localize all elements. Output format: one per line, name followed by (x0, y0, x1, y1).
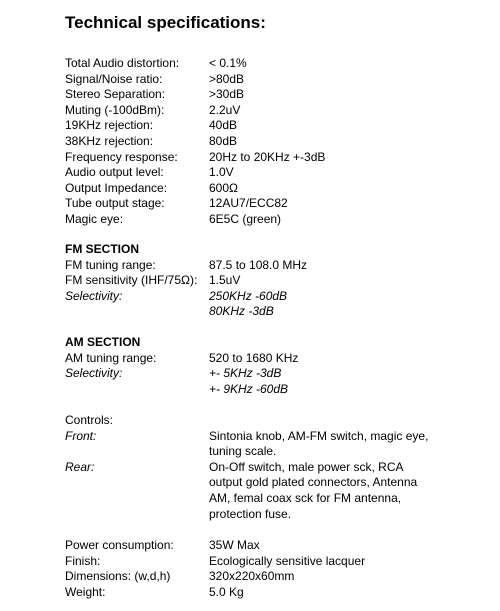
spec-label: Selectivity: (65, 366, 123, 381)
controls-section (65, 413, 439, 522)
spec-label: Dimensions: (w,d,h) (65, 569, 171, 584)
spec-row (65, 258, 307, 274)
spec-value: < 0.1% (209, 56, 247, 70)
spec-row (65, 289, 307, 305)
spec-value: 5.0 Kg (209, 584, 244, 599)
spec-row (65, 212, 325, 228)
spec-row (65, 56, 325, 72)
spec-value: 6E5C (green) (209, 211, 282, 226)
spec-value: >80dB (209, 71, 245, 86)
spec-value: 1.0V (209, 165, 234, 180)
spec-row (65, 273, 307, 289)
spec-label: Frequency response: (65, 149, 178, 164)
spec-row (65, 538, 365, 554)
spec-row (65, 72, 325, 88)
spec-value: Sintonia knob, AM-FM switch, magic eye, tuning scale. (209, 428, 429, 459)
spec-row (65, 150, 325, 166)
section-title: AM SECTION (65, 335, 141, 349)
spec-label: Audio output level: (65, 165, 164, 180)
spec-value: +- 9KHz -60dB (209, 381, 289, 396)
am-section (65, 335, 298, 397)
spec-label: Selectivity: (65, 288, 123, 303)
spec-label: AM tuning range: (65, 350, 157, 365)
spec-value: 12AU7/ECC82 (209, 196, 288, 211)
page-title: Technical specifications: (65, 13, 266, 32)
spec-value: 87.5 to 108.0 MHz (209, 257, 308, 272)
spec-row (65, 103, 325, 119)
spec-value: +- 5KHz -3dB (209, 366, 282, 381)
spec-value: 40dB (209, 118, 238, 133)
spec-label: Total Audio distortion: (65, 56, 180, 70)
spec-label: Weight: (65, 584, 106, 599)
spec-value: >30dB (209, 87, 245, 102)
spec-row (65, 585, 365, 601)
spec-row (65, 165, 325, 181)
spec-row (65, 181, 325, 197)
spec-row (65, 351, 298, 367)
spec-value: 20Hz to 20KHz +-3dB (209, 149, 326, 164)
spec-value: 320x220x60mm (209, 569, 295, 584)
spec-label: Magic eye: (65, 211, 124, 226)
spec-row (65, 134, 325, 150)
spec-row (65, 366, 298, 382)
spec-label: Finish: (65, 553, 101, 568)
spec-label: FM sensitivity (IHF/75Ω): (65, 273, 198, 288)
spec-label: Tube output stage: (65, 196, 165, 211)
spec-value: 2.2uV (209, 102, 241, 117)
section-title: FM SECTION (65, 242, 139, 256)
spec-value: 520 to 1680 KHz (209, 350, 299, 365)
controls-title: Controls: (65, 413, 114, 427)
spec-row (65, 554, 365, 570)
spec-value: 600Ω (209, 180, 238, 195)
spec-value: Ecologically sensitive lacquer (209, 553, 366, 568)
spec-row (65, 460, 439, 522)
spec-row (65, 118, 325, 134)
spec-row (65, 429, 439, 460)
spec-row (65, 382, 298, 398)
spec-label: Power consumption: (65, 538, 174, 552)
spec-row (65, 87, 325, 103)
spec-label: 19KHz rejection: (65, 118, 154, 133)
spec-label: Output Impedance: (65, 180, 168, 195)
fm-section (65, 242, 307, 320)
spec-value: 35W Max (209, 538, 260, 552)
general-specs (65, 56, 325, 228)
spec-row (65, 569, 365, 585)
spec-value: On-Off switch, male power sck, RCA output gold plated connectors, Antenna AM, femal coax sck for FM antenna, protection fuse. (209, 459, 418, 521)
spec-label: Stereo Separation: (65, 87, 166, 102)
spec-label: Signal/Noise ratio: (65, 71, 163, 86)
spec-row (65, 304, 307, 320)
spec-value: 250KHz -60dB (209, 288, 288, 303)
spec-label: Muting (-100dBm): (65, 102, 165, 117)
spec-value: 80dB (209, 133, 238, 148)
spec-label: Rear: (65, 459, 95, 474)
spec-value: 1.5uV (209, 273, 241, 288)
misc-specs (65, 538, 365, 600)
spec-row (65, 196, 325, 212)
spec-label: Front: (65, 428, 97, 443)
spec-label: 38KHz rejection: (65, 133, 154, 148)
spec-value: 80KHz -3dB (209, 304, 274, 319)
spec-label: FM tuning range: (65, 257, 156, 272)
